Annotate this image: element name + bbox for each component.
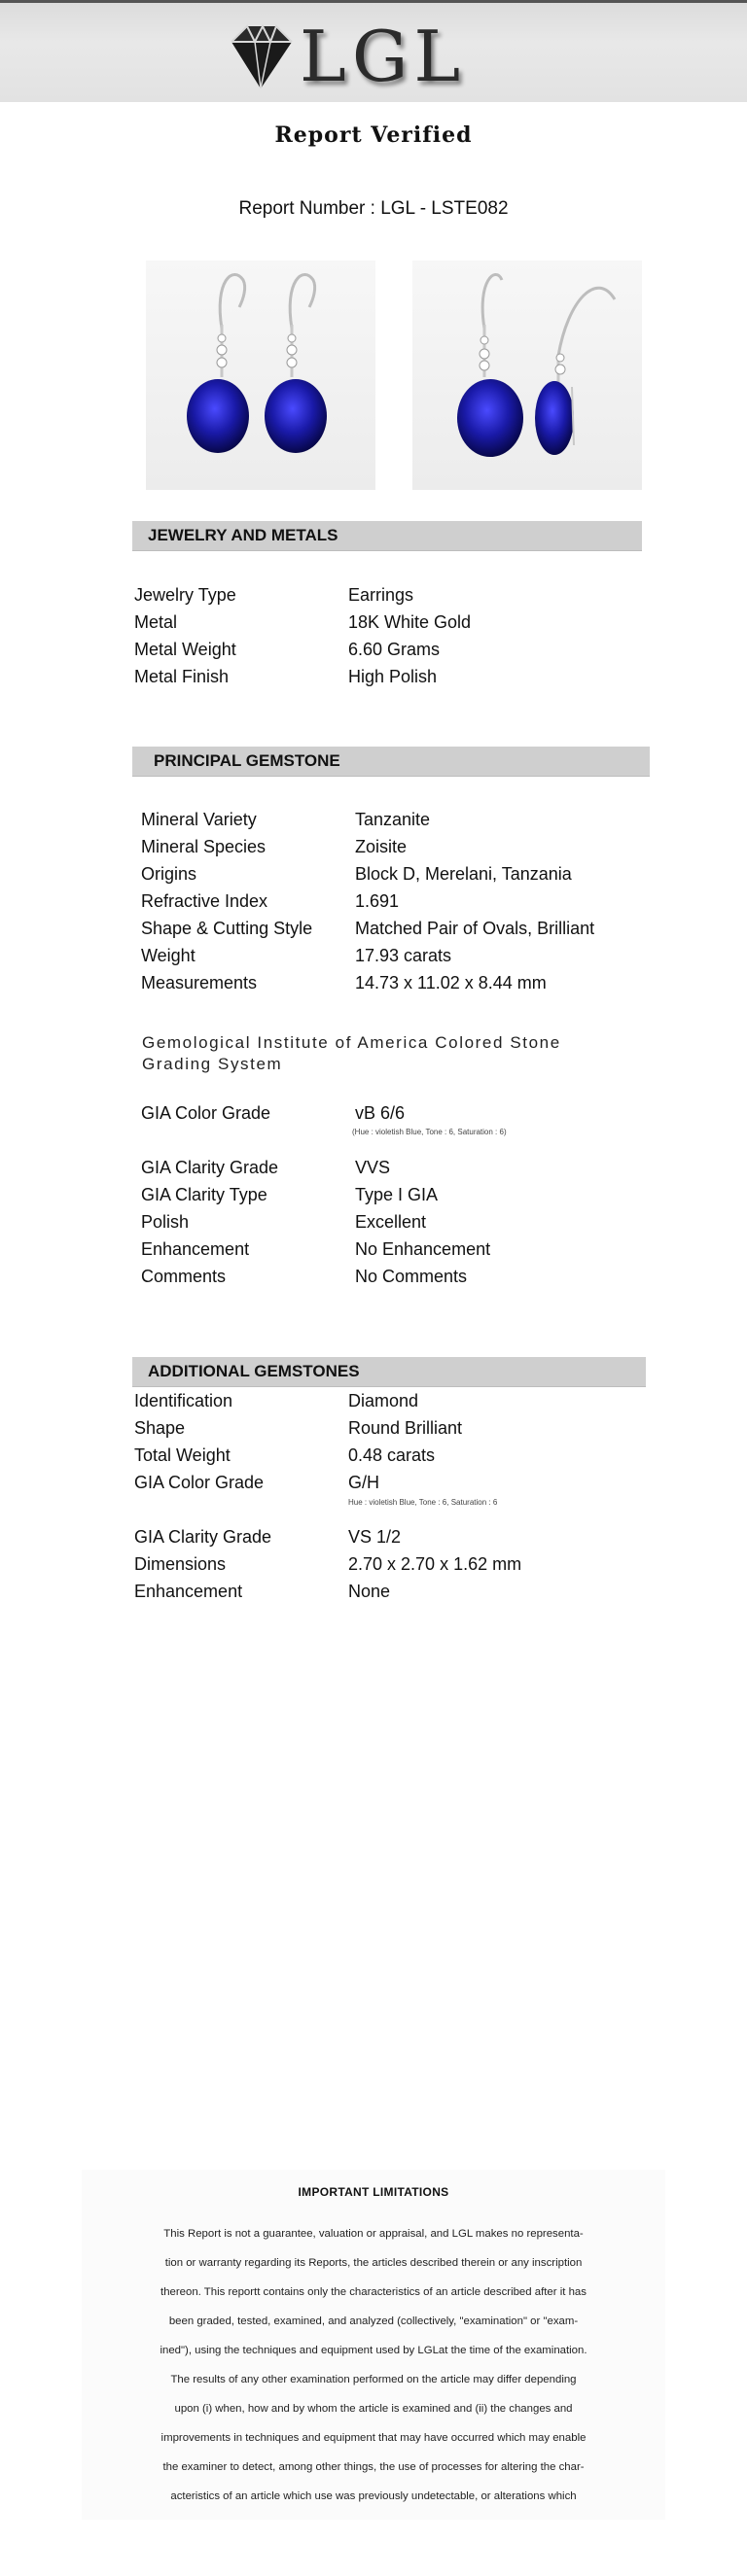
origins-label: Origins [141,864,197,884]
diamond-clarity-value: VS 1/2 [348,1527,402,1547]
color-grade-note: (Hue : violetish Blue, Tone : 6, Saturation : 6) [352,1128,507,1136]
limitations-line: upon (i) when, how and by whom the article is examined and (ii) the changes and [174,2403,573,2415]
gia-clarity-type-label: GIA Clarity Type [141,1185,267,1204]
principal-row [141,1263,647,1290]
principal-row [141,1154,647,1181]
principal-row [141,833,647,860]
jewelry-row [134,609,640,636]
additional-row [134,1387,640,1414]
principal-row [141,1208,647,1236]
dimensions-label: Dimensions [134,1554,227,1574]
limitations-line: ined"), using the techniques and equipment used by LGLat the time of the examination. [160,2345,587,2356]
lgl-logo[interactable] [222,16,482,97]
earrings-front-photo [146,261,375,490]
additional-details-2 [134,1523,640,1605]
principal-section-header: PRINCIPAL GEMSTONE [132,747,650,776]
additional-details [134,1387,640,1496]
measurements-label: Measurements [141,973,258,992]
diamond-enhancement-label: Enhancement [134,1582,243,1601]
shape-cutting-label: Shape & Cutting Style [141,919,313,938]
refractive-index-value: 1.691 [355,891,400,911]
metal-weight-value: 6.60 Grams [348,640,441,659]
additional-row [134,1578,640,1605]
principal-grades [141,1099,647,1127]
important-limitations [82,2170,665,2520]
identification-label: Identification [134,1391,233,1410]
gia-clarity-type-value: Type I GIA [355,1185,439,1204]
earrings-side-photo [412,261,642,490]
metal-finish-label: Metal Finish [134,667,230,686]
diamond-color-grade-value: G/H [348,1473,380,1492]
additional-row [134,1442,640,1469]
diamond-color-grade-label: GIA Color Grade [134,1473,265,1492]
limitations-line: This Report is not a guarantee, valuation or appraisal, and LGL makes no representa- [163,2228,584,2240]
jewelry-row [134,636,640,663]
logo-text: LGL [300,16,467,97]
metal-weight-label: Metal Weight [134,640,236,659]
jewelry-row [134,581,640,609]
color-grade-row [141,1099,647,1127]
polish-label: Polish [141,1212,190,1232]
additional-row [134,1414,640,1442]
comments-value: No Comments [355,1267,468,1286]
gia-clarity-grade-label: GIA Clarity Grade [141,1158,279,1177]
total-weight-label: Total Weight [134,1445,231,1465]
jewelry-row [134,663,640,690]
gia-color-grade-label: GIA Color Grade [141,1103,271,1123]
metal-label: Metal [134,612,178,632]
principal-row [141,806,647,833]
diamond-icon [222,18,300,94]
page-title: Report Verified [274,122,473,148]
site-header [0,3,747,102]
enhancement-value: No Enhancement [355,1239,491,1259]
mineral-variety-label: Mineral Variety [141,810,257,829]
weight-value: 17.93 carats [355,946,452,965]
jewelry-details [134,581,640,690]
limitations-line: the examiner to detect, among other things, the use of processes for altering the char- [162,2461,585,2473]
dimensions-value: 2.70 x 2.70 x 1.62 mm [348,1554,522,1574]
principal-row [141,860,647,888]
polish-value: Excellent [355,1212,427,1232]
enhancement-label: Enhancement [141,1239,250,1259]
mineral-species-label: Mineral Species [141,837,267,856]
additional-section-header: ADDITIONAL GEMSTONES [132,1357,646,1386]
comments-label: Comments [141,1267,227,1286]
additional-row [134,1469,640,1496]
additional-row [134,1550,640,1578]
shape-cutting-value: Matched Pair of Ovals, Brilliant [355,919,595,938]
gia-clarity-grade-value: VVS [355,1158,391,1177]
limitations-line: acteristics of an article which use was previously undetectable, or alterations which [170,2490,577,2502]
identification-value: Diamond [348,1391,419,1410]
principal-row [141,1181,647,1208]
limitations-title: IMPORTANT LIMITATIONS [298,2185,449,2199]
principal-row [141,942,647,969]
principal-row [141,1236,647,1263]
jewelry-section-header: JEWELRY AND METALS [132,521,642,550]
principal-row [141,888,647,915]
mineral-species-value: Zoisite [355,837,408,856]
diamond-clarity-label: GIA Clarity Grade [134,1527,272,1547]
principal-grade-details [141,1154,647,1290]
shape-label: Shape [134,1418,186,1438]
report-number: Report Number : LGL - LSTE082 [238,198,509,219]
diamond-color-note: Hue : violetish Blue, Tone : 6, Saturation : 6 [348,1498,498,1507]
limitations-line: thereon. This reportt contains only the characteristics of an article described after it has [160,2286,587,2298]
measurements-value: 14.73 x 11.02 x 8.44 mm [355,973,547,992]
diamond-enhancement-value: None [348,1582,391,1601]
principal-row [141,969,647,996]
principal-row [141,915,647,942]
jewelry-type-value: Earrings [348,585,414,605]
refractive-index-label: Refractive Index [141,891,268,911]
limitations-line: tion or warranty regarding its Reports, the articles described therein or any inscription [164,2257,583,2269]
gia-color-grade-value: vB 6/6 [355,1103,406,1123]
limitations-line: been graded, tested, examined, and analyzed (collectively, "examination" or "exam- [168,2315,579,2327]
mineral-variety-value: Tanzanite [355,810,431,829]
jewelry-type-label: Jewelry Type [134,585,236,605]
total-weight-value: 0.48 carats [348,1445,436,1465]
principal-details [141,806,647,996]
additional-row [134,1523,640,1550]
origins-value: Block D, Merelani, Tanzania [355,864,572,884]
shape-value: Round Brilliant [348,1418,463,1438]
weight-label: Weight [141,946,196,965]
metal-value: 18K White Gold [348,612,472,632]
limitations-line: The results of any other examination performed on the article may differ depending [170,2374,577,2385]
grading-system-name: Gemological Institute of America Colored Stone Grading System [142,1033,561,1073]
metal-finish-value: High Polish [348,667,438,686]
limitations-line: improvements in techniques and equipment that may have occurred which may enable [160,2432,587,2444]
